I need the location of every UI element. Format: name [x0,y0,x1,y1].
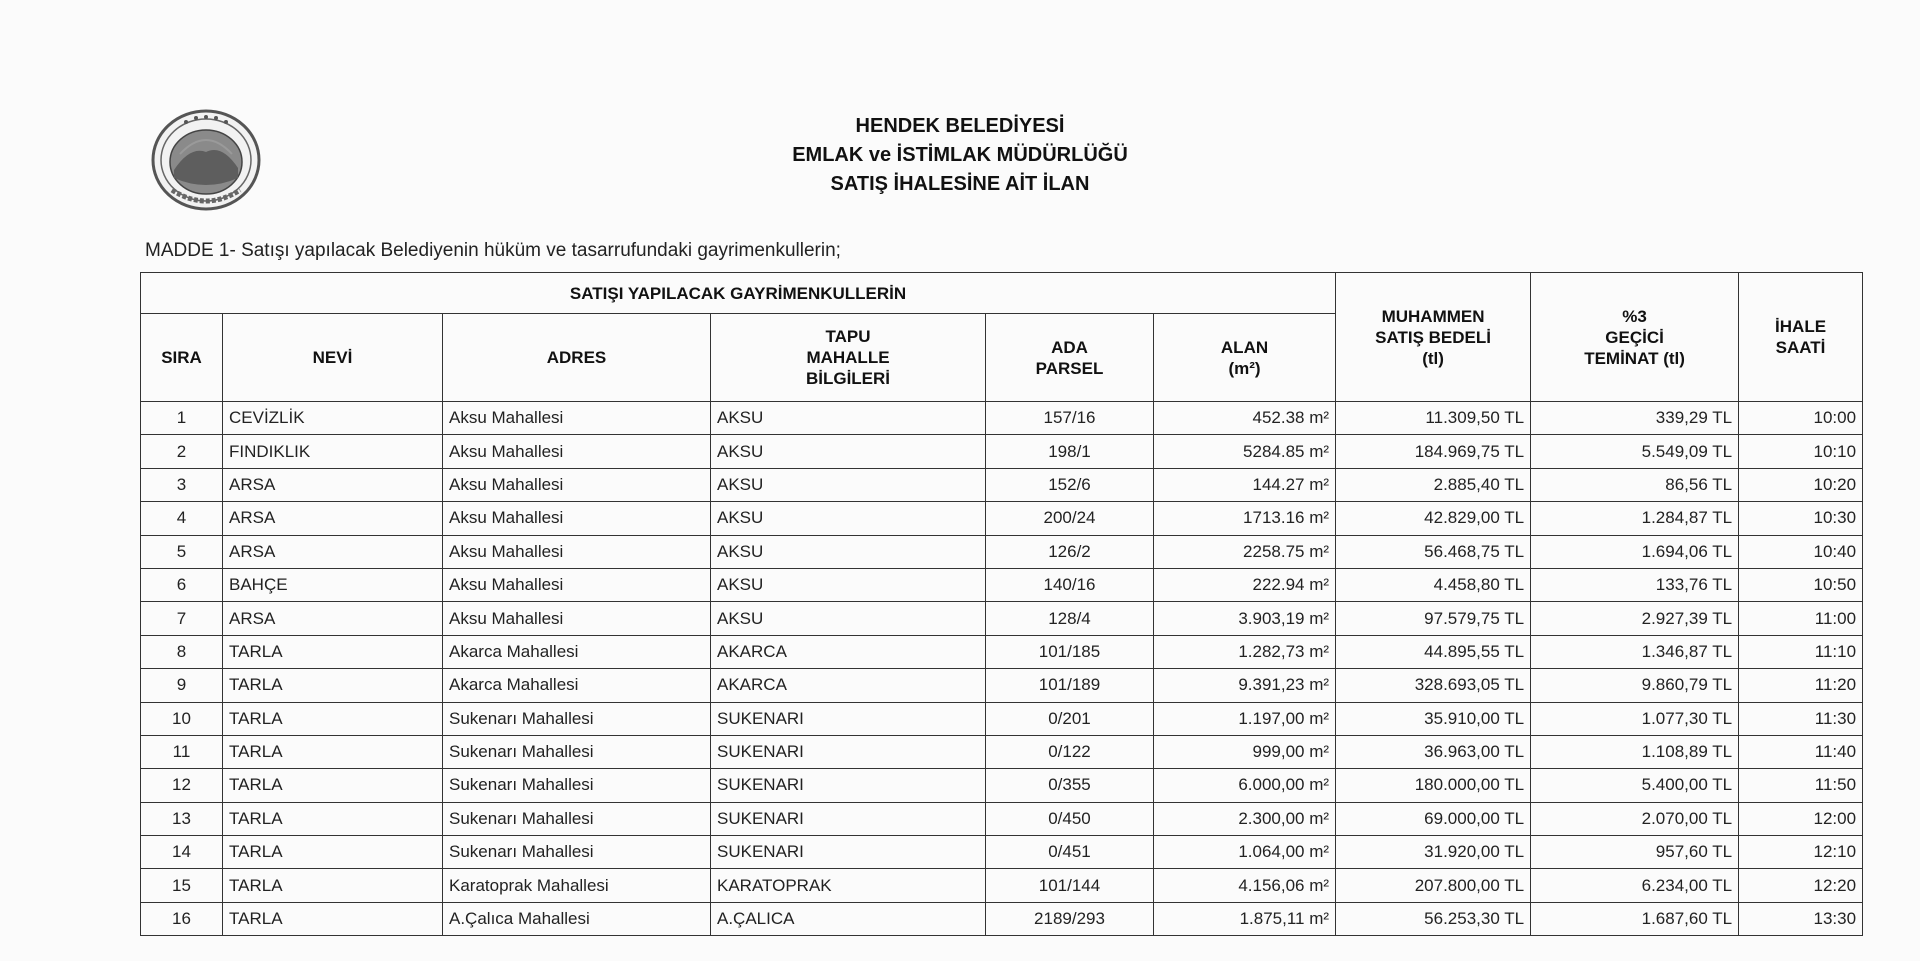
cell-bedel: 328.693,05 TL [1336,669,1531,702]
column-header-tapu: TAPU MAHALLE BİLGİLERİ [711,314,986,402]
cell-saat: 12:20 [1739,869,1863,902]
cell-teminat: 2.927,39 TL [1531,602,1739,635]
cell-alan: 6.000,00 m² [1154,769,1336,802]
cell-nevi: ARSA [223,468,443,501]
cell-alan: 2258.75 m² [1154,535,1336,568]
column-header-ada-parsel: ADA PARSEL [986,314,1154,402]
cell-tapu: AKSU [711,602,986,635]
cell-alan: 3.903,19 m² [1154,602,1336,635]
cell-ada-parsel: 152/6 [986,468,1154,501]
municipality-seal-icon [150,108,262,212]
column-header-sira: SIRA [141,314,223,402]
cell-ada-parsel: 198/1 [986,435,1154,468]
cell-sira: 13 [141,802,223,835]
cell-sira: 4 [141,502,223,535]
cell-sira: 15 [141,869,223,902]
cell-adres: Akarca Mahallesi [443,635,711,668]
cell-bedel: 44.895,55 TL [1336,635,1531,668]
cell-ada-parsel: 101/185 [986,635,1154,668]
cell-tapu: SUKENARI [711,836,986,869]
intro-paragraph: MADDE 1- Satışı yapılacak Belediyenin hüküm ve tasarrufundaki gayrimenkullerin; [145,240,841,261]
table-row [141,735,1863,768]
cell-teminat: 957,60 TL [1531,836,1739,869]
cell-saat: 10:50 [1739,568,1863,601]
cell-alan: 999,00 m² [1154,735,1336,768]
cell-saat: 11:50 [1739,769,1863,802]
cell-nevi: TARLA [223,769,443,802]
cell-teminat: 5.400,00 TL [1531,769,1739,802]
cell-bedel: 4.458,80 TL [1336,568,1531,601]
table-row [141,669,1863,702]
cell-tapu: AKARCA [711,635,986,668]
cell-ada-parsel: 0/451 [986,836,1154,869]
cell-tapu: AKSU [711,535,986,568]
table-row [141,568,1863,601]
cell-sira: 7 [141,602,223,635]
table-row [141,602,1863,635]
cell-adres: Sukenarı Mahallesi [443,769,711,802]
table-row [141,468,1863,501]
cell-sira: 9 [141,669,223,702]
column-header-adres: ADRES [443,314,711,402]
cell-teminat: 1.687,60 TL [1531,902,1739,935]
cell-adres: Aksu Mahallesi [443,502,711,535]
cell-tapu: AKSU [711,435,986,468]
cell-sira: 14 [141,836,223,869]
cell-saat: 11:20 [1739,669,1863,702]
cell-nevi: TARLA [223,902,443,935]
table-row [141,402,1863,435]
cell-sira: 11 [141,735,223,768]
cell-alan: 2.300,00 m² [1154,802,1336,835]
cell-tapu: A.ÇALICA [711,902,986,935]
table-row [141,435,1863,468]
table-row [141,836,1863,869]
table-row [141,502,1863,535]
cell-bedel: 2.885,40 TL [1336,468,1531,501]
cell-adres: Karatoprak Mahallesi [443,869,711,902]
cell-teminat: 9.860,79 TL [1531,669,1739,702]
cell-alan: 1713.16 m² [1154,502,1336,535]
cell-teminat: 1.346,87 TL [1531,635,1739,668]
cell-nevi: BAHÇE [223,568,443,601]
cell-nevi: ARSA [223,502,443,535]
cell-alan: 1.064,00 m² [1154,836,1336,869]
cell-alan: 144.27 m² [1154,468,1336,501]
cell-teminat: 1.108,89 TL [1531,735,1739,768]
cell-sira: 1 [141,402,223,435]
property-sale-table [140,272,1863,936]
cell-teminat: 133,76 TL [1531,568,1739,601]
cell-alan: 222.94 m² [1154,568,1336,601]
table-row [141,535,1863,568]
cell-ada-parsel: 0/122 [986,735,1154,768]
cell-saat: 13:30 [1739,902,1863,935]
cell-ada-parsel: 0/355 [986,769,1154,802]
cell-adres: Sukenarı Mahallesi [443,836,711,869]
cell-bedel: 56.468,75 TL [1336,535,1531,568]
cell-saat: 11:30 [1739,702,1863,735]
cell-saat: 10:20 [1739,468,1863,501]
cell-bedel: 31.920,00 TL [1336,836,1531,869]
cell-adres: Sukenarı Mahallesi [443,802,711,835]
cell-ada-parsel: 128/4 [986,602,1154,635]
cell-tapu: AKSU [711,502,986,535]
table-row [141,769,1863,802]
table-row [141,869,1863,902]
cell-adres: Sukenarı Mahallesi [443,702,711,735]
cell-saat: 12:00 [1739,802,1863,835]
cell-sira: 5 [141,535,223,568]
cell-teminat: 1.694,06 TL [1531,535,1739,568]
cell-sira: 12 [141,769,223,802]
cell-teminat: 1.284,87 TL [1531,502,1739,535]
cell-saat: 10:40 [1739,535,1863,568]
cell-nevi: TARLA [223,869,443,902]
table-row [141,702,1863,735]
cell-sira: 6 [141,568,223,601]
column-header-saat: İHALE SAATİ [1739,273,1863,402]
cell-alan: 1.875,11 m² [1154,902,1336,935]
cell-saat: 10:00 [1739,402,1863,435]
cell-adres: Aksu Mahallesi [443,468,711,501]
cell-saat: 12:10 [1739,836,1863,869]
cell-bedel: 97.579,75 TL [1336,602,1531,635]
cell-bedel: 180.000,00 TL [1336,769,1531,802]
cell-tapu: SUKENARI [711,802,986,835]
cell-saat: 10:30 [1739,502,1863,535]
cell-adres: Aksu Mahallesi [443,435,711,468]
cell-tapu: AKSU [711,402,986,435]
table-row [141,802,1863,835]
cell-tapu: KARATOPRAK [711,869,986,902]
cell-bedel: 36.963,00 TL [1336,735,1531,768]
column-header-nevi: NEVİ [223,314,443,402]
cell-bedel: 207.800,00 TL [1336,869,1531,902]
cell-adres: Sukenarı Mahallesi [443,735,711,768]
cell-saat: 10:10 [1739,435,1863,468]
cell-adres: Aksu Mahallesi [443,568,711,601]
cell-alan: 1.282,73 m² [1154,635,1336,668]
cell-alan: 452.38 m² [1154,402,1336,435]
document-header [640,112,1280,199]
cell-nevi: TARLA [223,836,443,869]
cell-nevi: TARLA [223,669,443,702]
table-row [141,902,1863,935]
cell-bedel: 35.910,00 TL [1336,702,1531,735]
cell-adres: Aksu Mahallesi [443,602,711,635]
cell-adres: A.Çalıca Mahallesi [443,902,711,935]
cell-tapu: AKSU [711,568,986,601]
cell-nevi: ARSA [223,535,443,568]
cell-ada-parsel: 2189/293 [986,902,1154,935]
cell-nevi: TARLA [223,735,443,768]
cell-teminat: 6.234,00 TL [1531,869,1739,902]
cell-nevi: CEVİZLİK [223,402,443,435]
cell-ada-parsel: 157/16 [986,402,1154,435]
table-row [141,635,1863,668]
cell-adres: Aksu Mahallesi [443,402,711,435]
cell-teminat: 5.549,09 TL [1531,435,1739,468]
column-header-teminat: %3 GEÇİCİ TEMİNAT (tl) [1531,273,1739,402]
cell-ada-parsel: 101/189 [986,669,1154,702]
group-header: SATIŞI YAPILACAK GAYRİMENKULLERİN [141,273,1336,314]
cell-teminat: 2.070,00 TL [1531,802,1739,835]
cell-nevi: TARLA [223,635,443,668]
cell-tapu: AKARCA [711,669,986,702]
cell-sira: 10 [141,702,223,735]
cell-ada-parsel: 0/201 [986,702,1154,735]
table-body [141,402,1863,936]
cell-bedel: 11.309,50 TL [1336,402,1531,435]
cell-sira: 16 [141,902,223,935]
table-header-row [141,273,1863,314]
column-header-alan: ALAN (m²) [1154,314,1336,402]
cell-adres: Akarca Mahallesi [443,669,711,702]
cell-sira: 2 [141,435,223,468]
cell-bedel: 69.000,00 TL [1336,802,1531,835]
column-header-muhammen: MUHAMMEN SATIŞ BEDELİ (tl) [1336,273,1531,402]
cell-saat: 11:40 [1739,735,1863,768]
cell-bedel: 184.969,75 TL [1336,435,1531,468]
cell-teminat: 339,29 TL [1531,402,1739,435]
cell-ada-parsel: 101/144 [986,869,1154,902]
cell-tapu: SUKENARI [711,702,986,735]
header-department: EMLAK ve İSTİMLAK MÜDÜRLÜĞÜ [792,144,1128,166]
cell-adres: Aksu Mahallesi [443,535,711,568]
cell-ada-parsel: 126/2 [986,535,1154,568]
cell-alan: 9.391,23 m² [1154,669,1336,702]
cell-saat: 11:10 [1739,635,1863,668]
cell-alan: 5284.85 m² [1154,435,1336,468]
cell-teminat: 1.077,30 TL [1531,702,1739,735]
cell-ada-parsel: 0/450 [986,802,1154,835]
header-notice-title: SATIŞ İHALESİNE AİT İLAN [830,173,1090,195]
cell-alan: 4.156,06 m² [1154,869,1336,902]
cell-nevi: FINDIKLIK [223,435,443,468]
cell-nevi: ARSA [223,602,443,635]
cell-ada-parsel: 140/16 [986,568,1154,601]
cell-saat: 11:00 [1739,602,1863,635]
cell-tapu: AKSU [711,468,986,501]
cell-teminat: 86,56 TL [1531,468,1739,501]
cell-sira: 3 [141,468,223,501]
cell-sira: 8 [141,635,223,668]
cell-alan: 1.197,00 m² [1154,702,1336,735]
cell-tapu: SUKENARI [711,769,986,802]
cell-tapu: SUKENARI [711,735,986,768]
cell-ada-parsel: 200/24 [986,502,1154,535]
cell-nevi: TARLA [223,702,443,735]
cell-bedel: 42.829,00 TL [1336,502,1531,535]
header-municipality: HENDEK BELEDİYESİ [855,115,1065,137]
cell-bedel: 56.253,30 TL [1336,902,1531,935]
cell-nevi: TARLA [223,802,443,835]
